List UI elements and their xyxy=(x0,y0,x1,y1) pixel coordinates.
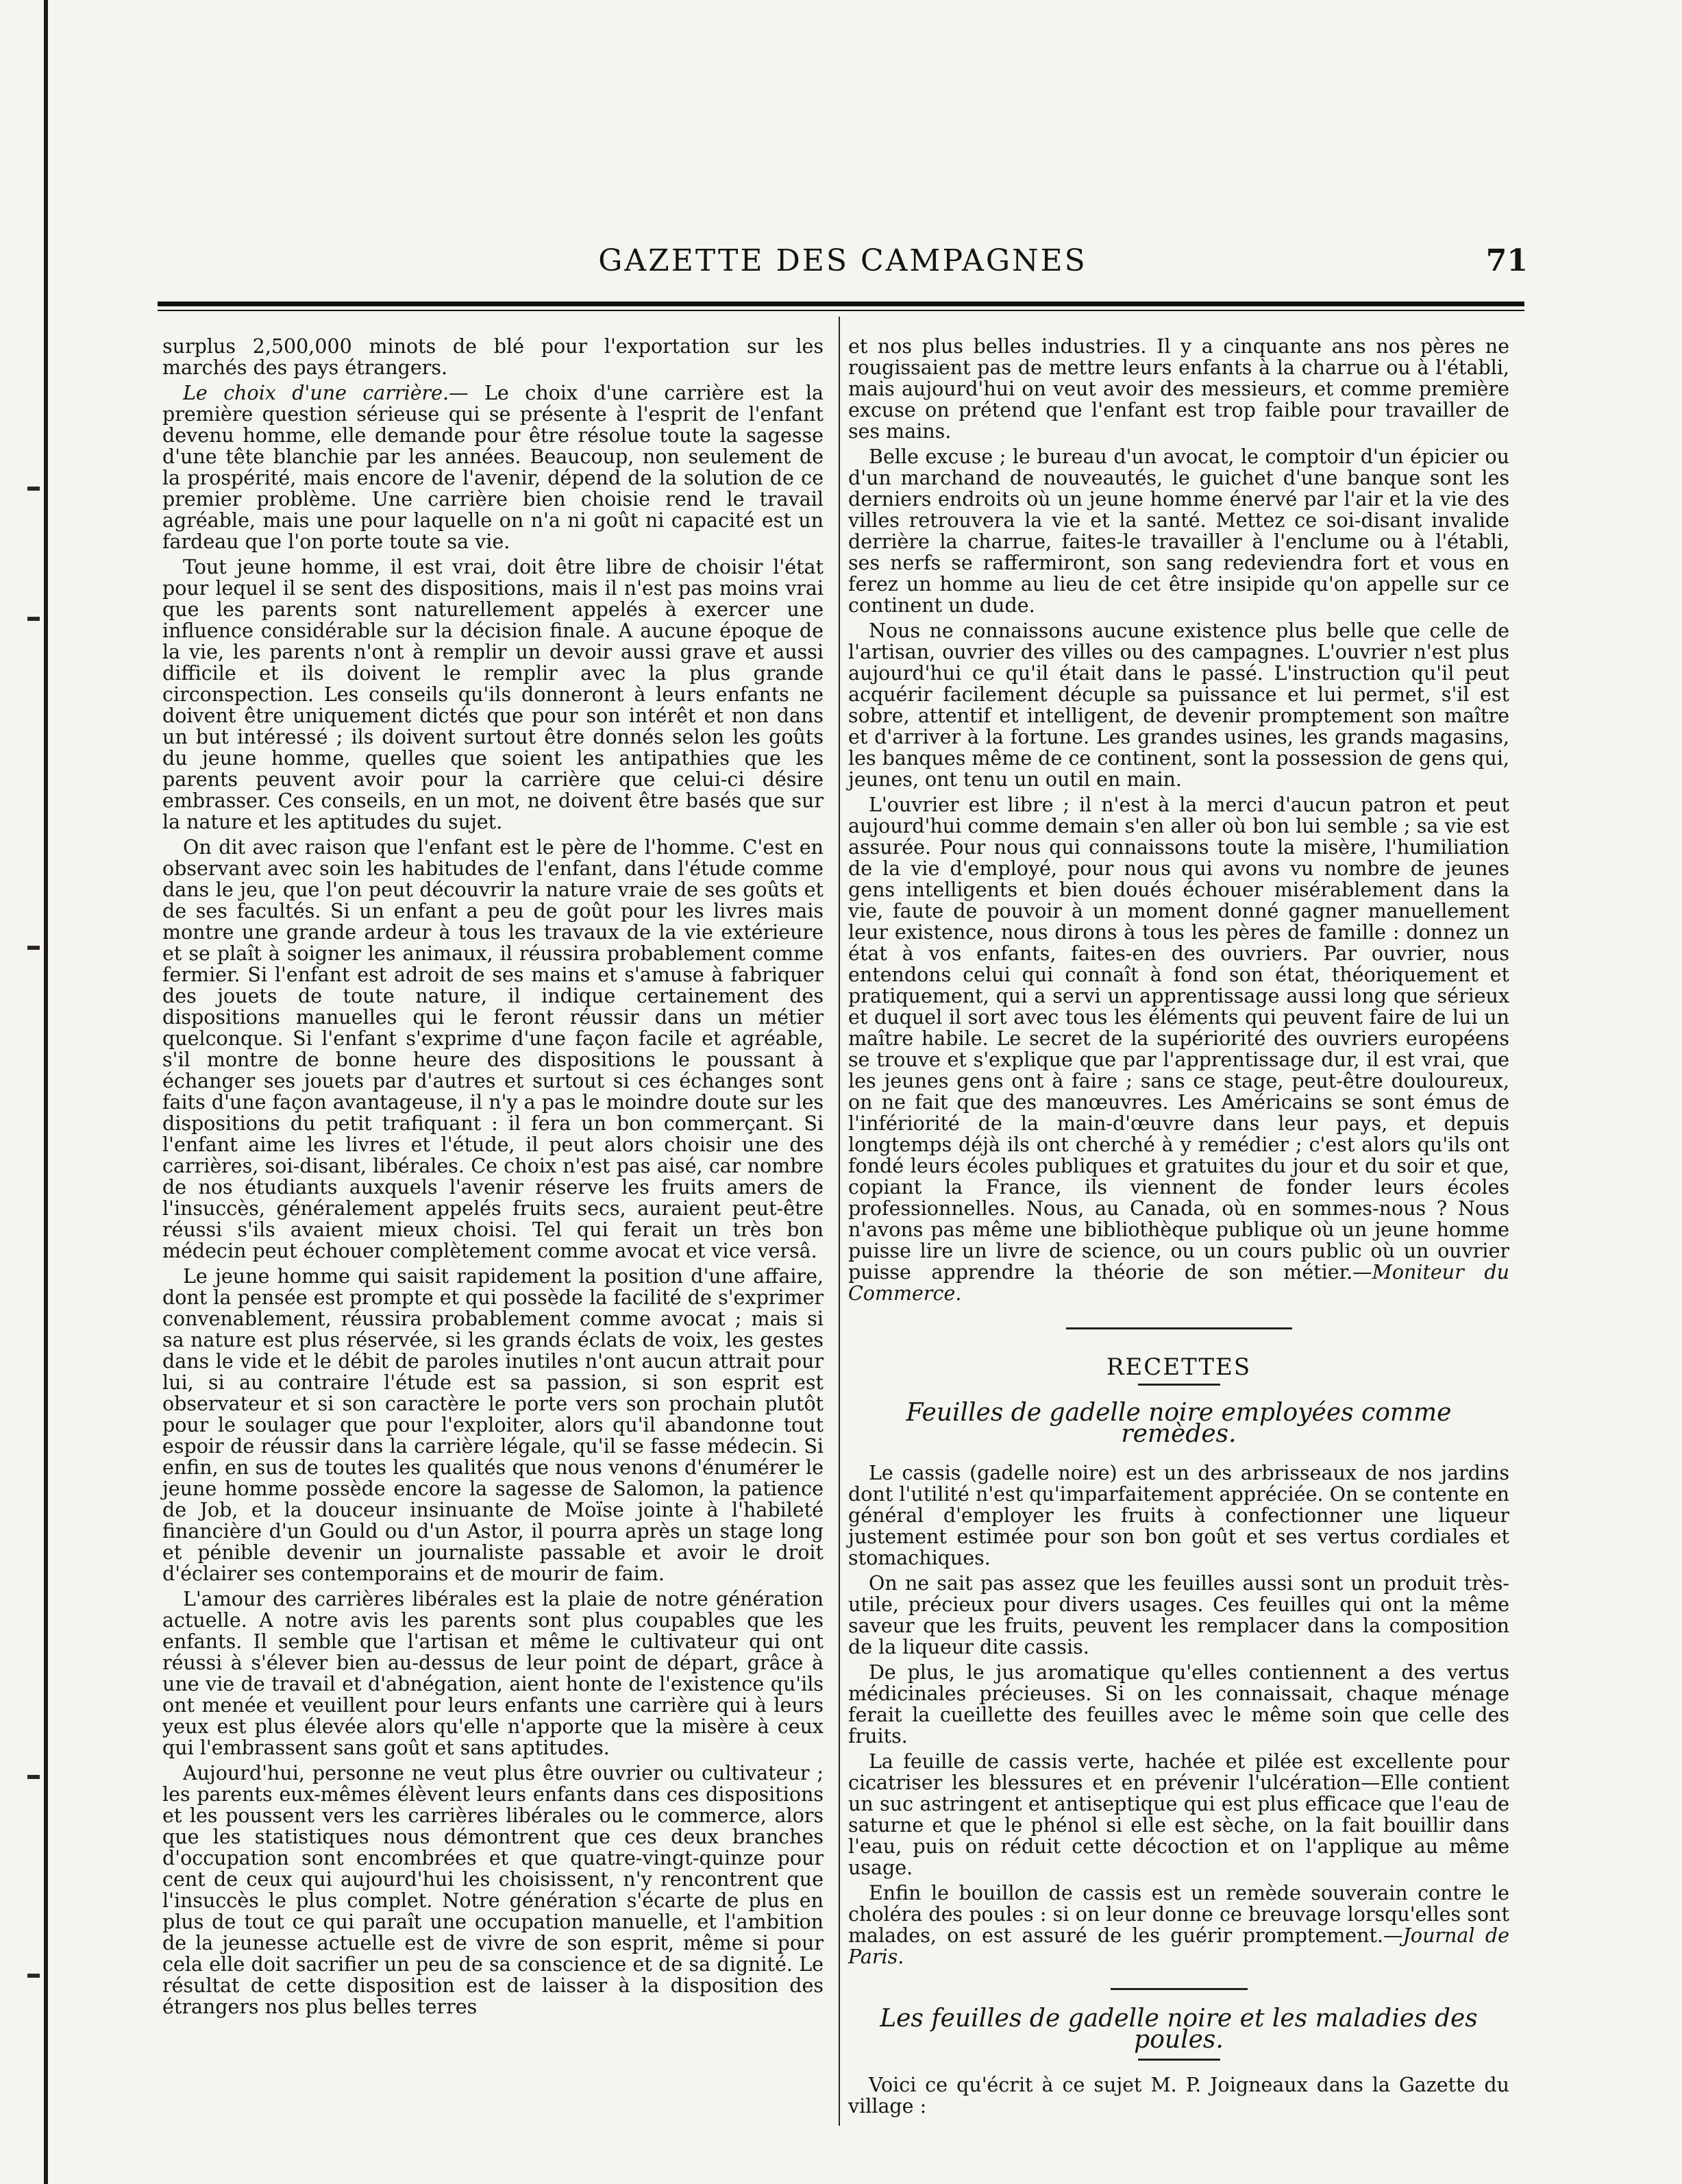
margin-mark xyxy=(27,487,40,491)
paragraph: Tout jeune homme, il est vrai, doit être libre de choisir l'état pour lequel il se sent des dispositions, mais il n'est pas moins vrai que les parents sont naturellement appelés à exercer une influence considérable sur la décision finale. A aucune époque de la vie, les parents n'ont à remplir un devoir aussi grave et aussi difficile et ils doivent le remplir avec la plus grande circonspection. Les conseils qu'ils donneront à leurs enfants ne doivent être uniquement dictés que pour son intérêt et non dans un but intéressé ; ils doivent surtout être donnés selon les goûts du jeune homme, quelles que soient les antipathies que les parents peuvent avoir pour la carrière que celui-ci désire embrasser. Ces conseils, en un mot, ne doivent être basés que sur la nature et les aptitudes du sujet. xyxy=(162,556,824,833)
margin-mark xyxy=(27,1974,40,1978)
section-separator xyxy=(1111,1988,1248,1990)
source-credit: —Journal de Paris. xyxy=(848,1924,1509,1968)
recipe-title: Les feuilles de gadelle noire et les maladies des poules. xyxy=(880,2004,1478,2054)
paragraph: De plus, le jus aromatique qu'elles contiennent a des vertus médicinales précieuses. Si on les connaissait, chaque ménage ferait la cueillette des feuilles avec le même soin que celle des fruits. xyxy=(848,1661,1509,1747)
margin-mark xyxy=(27,946,40,950)
paragraph-text: Le choix d'une carrière est la première question sérieuse qui se présente à l'esprit de l'enfant devenu homme, elle demande pour être résolue toute la sagesse d'une tête blanchie par les années. Beaucoup, non seulement de la prospérité, mais encore de l'avenir, dépend de la solution de ce premier problème. Une carrière bien choisie rend le travail agréable, mais une pour laquelle on n'a ni goût ni capacité est un fardeau que l'on porte toute sa vie. xyxy=(162,382,824,553)
paragraph: Nous ne connaissons aucune existence plus belle que celle de l'artisan, ouvrier des villes ou des campagnes. L'ouvrier n'est plus aujourd'hui ce qu'il était dans le passé. L'instruction qu'il peut acquérir facilement décuple sa puissance et lui permet, s'il est sobre, attentif et intelligent, de devenir promptement son maître et d'arriver à la fortune. Les grandes usines, les grands magasins, les banques même de ce continent, sont la possession de gens qui, jeunes, ont tenu un outil en main. xyxy=(848,619,1509,791)
section-separator xyxy=(1066,1327,1292,1329)
article-heading: Le choix d'une carrière.— xyxy=(183,382,469,404)
right-column xyxy=(848,336,1509,2121)
paragraph: L'amour des carrières libérales est la plaie de notre génération actuelle. A notre avis les parents sont plus coupables que les enfants. Il semble que l'artisan et même le cultivateur qui ont réussi à s'élever bien au-dessus de leur point de départ, grâce à une vie de travail et d'abnégation, aient honte de l'existence qu'ils ont menée et veuillent pour leurs enfants une carrière qui à leurs yeux est plus élevée alors qu'elle n'apporte que la misère à ceux qui l'embrassent sans goût et sans aptitudes. xyxy=(162,1588,824,1759)
paragraph xyxy=(848,794,1509,1304)
title-underline xyxy=(1138,1384,1220,1386)
paragraph: et nos plus belles industries. Il y a cinquante ans nos pères ne rougissaient pas de mettre leurs enfants à la charrue ou à l'établi, mais aujourd'hui on veut avoir des messieurs, et comme première excuse on prétend que l'enfant est trop faible pour travailler de ses mains. xyxy=(848,335,1509,443)
paragraph: On ne sait pas assez que les feuilles aussi sont un produit très-utile, précieux pour divers usages. Ces feuilles qui ont la même saveur que les fruits, peuvent les remplacer dans la composition de la liqueur dite cassis. xyxy=(848,1572,1509,1658)
margin-mark xyxy=(27,1775,40,1779)
paragraph-text: L'ouvrier est libre ; il n'est à la merci d'aucun patron et peut aujourd'hui comme demain s'en aller où bon lui semble ; sa vie est assurée. Pour nous qui connaissons toute la misère, l'humiliation de la vie d'employé, pour nous qui avons vu nombre de jeunes gens intelligents et bien doués échouer misérablement dans la vie, faute de pouvoir à un moment donné gagner manuellement leur existence, nous dirons à tous les pères de famille : donnez un état à vos enfants, faites-en des ouvriers. Par ouvrier, nous entendons celui qui connaît à fond son état, théoriquement et pratiquement, qui a servi un apprentissage aussi long que sérieux et duquel il sort avec tous les éléments qui peuvent faire de lui un maître habile. Le secret de la supériorité des ouvriers européens se trouve et s'explique que par l'apprentissage dur, il est vrai, que les jeunes gens ont à faire ; sans ce stage, peut-être douloureux, on ne fait que des manœuvres. Les Américains se sont émus de l'infériorité de la main-d'œuvre dans leur pays, et depuis longtemps déjà ils ont cherché à y remédier ; c'est alors qu'ils ont fondé leurs écoles publiques et gratuites du jour et du soir et que, copiant la France, ils viennent de fonder leurs écoles professionnelles. Nous, au Canada, où en sommes-nous ? Nous n'avons pas même une bibliothèque publique où un jeune homme puisse lire un livre de science, ou un cours public où un ouvrier puisse apprendre la théorie de son métier. xyxy=(848,794,1509,1284)
paragraph: Belle excuse ; le bureau d'un avocat, le comptoir d'un épicier ou d'un marchand de nouveautés, le guichet d'une banque sont les derniers endroits où un jeune homme énervé par l'air et la vie des villes retrouvera la vie et la santé. Mettez ce soi-disant invalide derrière la charrue, faites-le travailler à l'enclume ou à l'établi, ses nerfs se raffermiront, son sang redeviendra fort et vous en ferez un homme au lieu de cet être insipide qu'on appelle sur ce continent un dude. xyxy=(848,445,1509,617)
left-column xyxy=(162,336,824,2022)
margin-mark xyxy=(27,617,40,621)
left-margin-rule xyxy=(44,0,48,2184)
section-title: RECETTES xyxy=(1106,1353,1252,1381)
paragraph: Le cassis (gadelle noire) est un des arbrisseaux de nos jardins dont l'utilité n'est qu'imparfaitement appréciée. On se contente en général d'employer les fruits à confectionner une liqueur justement estimée pour son bon goût et ses vertus cordiales et stomachiques. xyxy=(848,1462,1509,1569)
paragraph xyxy=(848,1882,1509,1967)
paragraph: La feuille de cassis verte, hachée et pilée est excellente pour cicatriser les blessures et en prévenir l'ulcération—Elle contient un suc astringent et antiseptique qui est plus efficace que l'eau de saturne et que le phénol si elle est sèche, on la fait bouillir dans l'eau, puis on réduit cette décoction et on l'applique au même usage. xyxy=(848,1750,1509,1879)
paragraph: Le jeune homme qui saisit rapidement la position d'une affaire, dont la pensée est prompte et qui possède la facilité de s'exprimer convenablement, réussira probablement comme avocat ; mais si sa nature est plus réservée, si les grands éclats de voix, les gestes dans le vide et le débit de paroles inutiles n'ont aucun attrait pour lui, si au contraire l'étude est sa passion, si son esprit est observateur et si son caractère le porte vers son prochain plutôt pour le soulager que pour l'exploiter, alors qu'il abandonne tout espoir de réussir dans la carrière légale, qu'il se fasse médecin. Si enfin, en sus de toutes les qualités que nous venons d'énumérer le jeune homme possède encore la sagesse de Salomon, la patience de Job, et la douceur insinuante de Moïse jointe à l'habileté financière d'un Gould ou d'un Astor, il pourra après un stage long et pénible devenir un journaliste passable et avoir le droit d'éclairer ses contemporains et de mourir de faim. xyxy=(162,1265,824,1585)
paragraph-text: Enfin le bouillon de cassis est un remède souverain contre le choléra des poules : si on leur donne ce breuvage lorsqu'elles sont malades, on est assuré de les guérir promptement. xyxy=(848,1882,1509,1947)
paragraph: surplus 2,500,000 minots de blé pour l'exportation sur les marchés des pays étrangers. xyxy=(162,335,824,379)
paragraph: Voici ce qu'écrit à ce sujet M. P. Joigneaux dans la Gazette du village : xyxy=(848,2074,1509,2118)
paragraph: On dit avec raison que l'enfant est le père de l'homme. C'est en observant avec soin les habitudes de l'enfant, dans l'étude comme dans le jeu, que l'on peut découvrir la nature vraie de ses goûts et de ses facultés. Si un enfant a peu de goût pour les livres mais montre une grande ardeur à tous les travaux de la vie extérieure et se plaît à soigner les animaux, il réussira probablement comme fermier. Si l'enfant est adroit de ses mains et s'amuse à fabriquer des jouets de toute nature, il indique certainement des dispositions manuelles qui le feront réussir dans un métier quelconque. Si l'enfant s'exprime d'une façon facile et agréable, s'il montre de bonne heure des dispositions le poussant à échanger ses jouets par d'autres et surtout si ces échanges sont faits d'une façon avantageuse, il n'y a pas le moindre doute sur les dispositions du petit trafiquant : il fera un bon commerçant. Si l'enfant aime les livres et l'étude, il peut alors choisir une des carrières, soi-disant, libérales. Ce choix n'est pas aisé, car nombre de nos étudiants auxquels l'avenir réserve les fruits amers de l'insuccès, généralement appelés fruits secs, auraient peut-être réussi s'ils avaient mieux choisi. Tel qui ferait un très bon médecin peut échouer complètement comme avocat et vice versâ. xyxy=(162,836,824,1262)
article-choix-carriere xyxy=(162,382,824,552)
page-header xyxy=(158,243,1528,284)
recipe-title: Feuilles de gadelle noire employées comme remèdes. xyxy=(906,1399,1452,1448)
header-rule-thin xyxy=(158,310,1524,311)
column-divider xyxy=(839,317,840,2126)
header-rule-thick xyxy=(158,302,1524,306)
page-number: 71 xyxy=(1485,243,1528,278)
title-underline xyxy=(1138,2059,1220,2061)
source-credit: —Moniteur du Commerce. xyxy=(848,1261,1509,1305)
running-title: GAZETTE DES CAMPAGNES xyxy=(598,243,1087,278)
paragraph: Aujourd'hui, personne ne veut plus être ouvrier ou cultivateur ; les parents eux-mêmes élèvent leurs enfants dans ces dispositions et les poussent vers les carrières libérales ou le commerce, alors que les statistiques nous démontrent que ces deux branches d'occupation sont encombrées et que quatre-vingt-quinze pour cent de ceux qui aujourd'hui les choisissent, n'y rencontrent que l'insuccès le plus complet. Notre génération s'écarte de plus en plus de tout ce qui paraît une occupation manuelle, et l'ambition de la jeunesse actuelle est de vivre de son esprit, même si pour cela elle doit sacrifier un peu de sa conscience et de sa dignité. Le résultat de cette disposition est de laisser à la disposition des étrangers nos plus belles terres xyxy=(162,1762,824,2018)
